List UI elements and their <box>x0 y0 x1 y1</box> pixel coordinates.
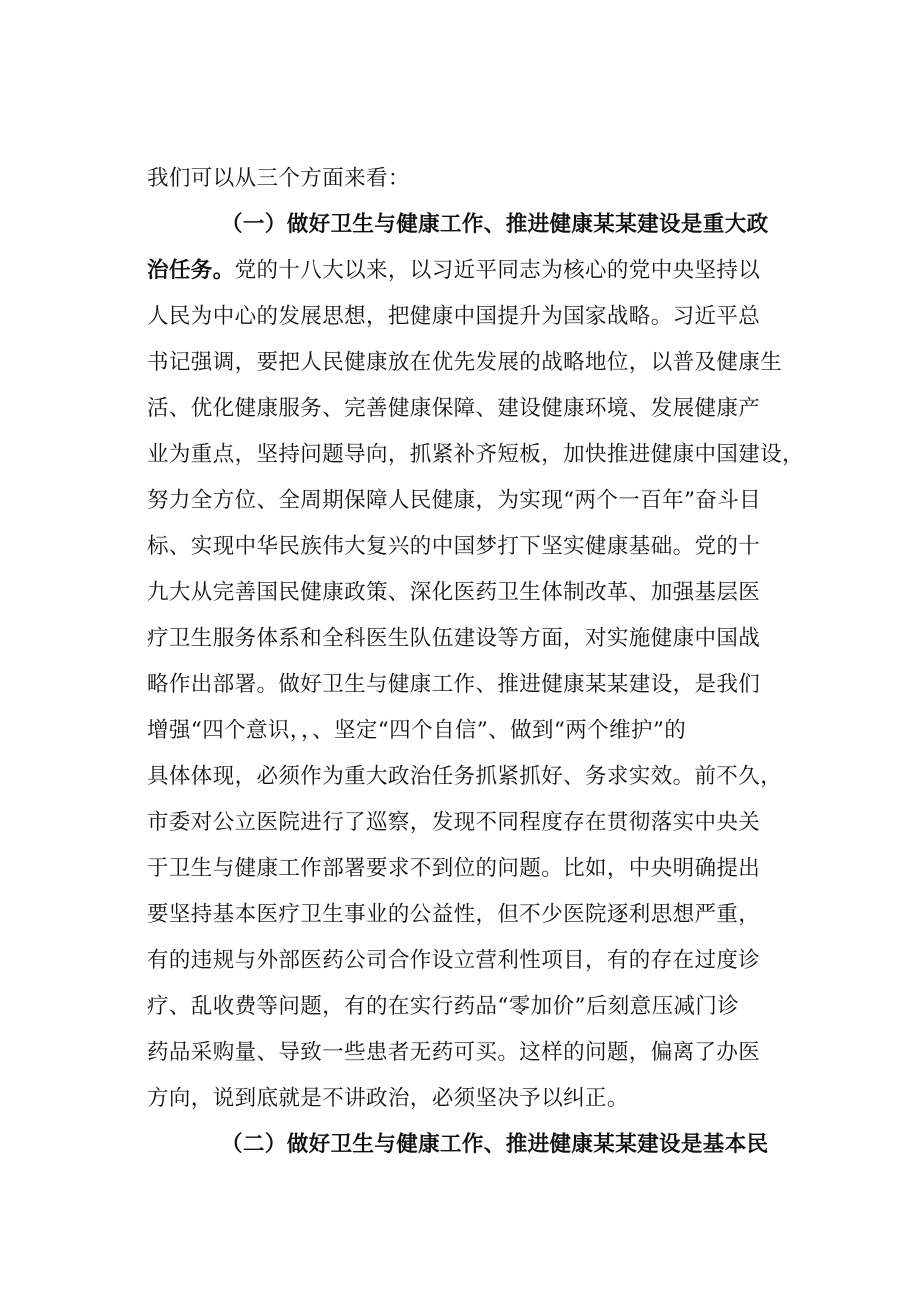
paragraph-line: 努力全方位、全周期保障人民健康，为实现“两个一百年”奋斗目 <box>147 488 762 513</box>
paragraph-text: 党的十八大以来，以习近平同志为核心的党中央坚持以 <box>234 258 761 283</box>
paragraph-line: 略作出部署。做好卫生与健康工作、推进健康某某建设，是我们 <box>147 672 761 697</box>
paragraph-line: 具体体现，必须作为重大政治任务抓紧抓好、务求实效。前不久， <box>147 764 783 789</box>
section-1-heading-end: 治任务。 <box>147 258 235 283</box>
paragraph-line <box>147 248 807 294</box>
paragraph-line: 书记强调，要把人民健康放在优先发展的战略地位，以普及健康生 <box>147 350 783 375</box>
section-1-heading: （一）做好卫生与健康工作、推进健康某某建设是重大政 <box>221 212 769 237</box>
section-2-heading: （二）做好卫生与健康工作、推进健康某某建设是基本民 <box>221 1132 769 1157</box>
paragraph-line: 疗卫生服务体系和全科医生队伍建设等方面，对实施健康中国战 <box>147 626 761 651</box>
document-body <box>147 156 807 1168</box>
paragraph-line: 标、实现中华民族伟大复兴的中国梦打下坚实健康基础。党的十 <box>147 534 761 559</box>
paragraph-line: 九大从完善国民健康政策、深化医药卫生体制改革、加强基层医 <box>147 580 761 605</box>
paragraph-line: 增强“四个意识，，、坚定“四个自信”、做到“两个维护”的 <box>147 718 687 743</box>
paragraph-line: 市委对公立医院进行了巡察，发现不同程度存在贯彻落实中央关 <box>147 810 761 835</box>
paragraph-line: 业为重点，坚持问题导向，抓紧补齐短板，加快推进健康中国建设， <box>147 442 805 467</box>
paragraph-line: 有的违规与外部医药公司合作设立营利性项目，有的存在过度诊 <box>147 948 761 973</box>
paragraph-line: 疗、乱收费等问题，有的在实行药品“零加价”后刻意压减门诊 <box>147 994 740 1019</box>
paragraph-line: 药品采购量、导致一些患者无药可买。这样的问题，偏离了办医 <box>147 1040 761 1065</box>
paragraph-line: 活、优化健康服务、完善健康保障、建设健康环境、发展健康产 <box>147 396 761 421</box>
paragraph-line: 于卫生与健康工作部署要求不到位的问题。比如，中央明确提出 <box>147 856 761 881</box>
intro-line: 我们可以从三个方面来看： <box>147 166 410 191</box>
paragraph-line: 要坚持基本医疗卫生事业的公益性，但不少医院逐利思想严重， <box>147 902 761 927</box>
paragraph-line: 人民为中心的发展思想，把健康中国提升为国家战略。习近平总 <box>147 304 761 329</box>
paragraph-line: 方向，说到底就是不讲政治，必须坚决予以纠正。 <box>147 1086 629 1111</box>
